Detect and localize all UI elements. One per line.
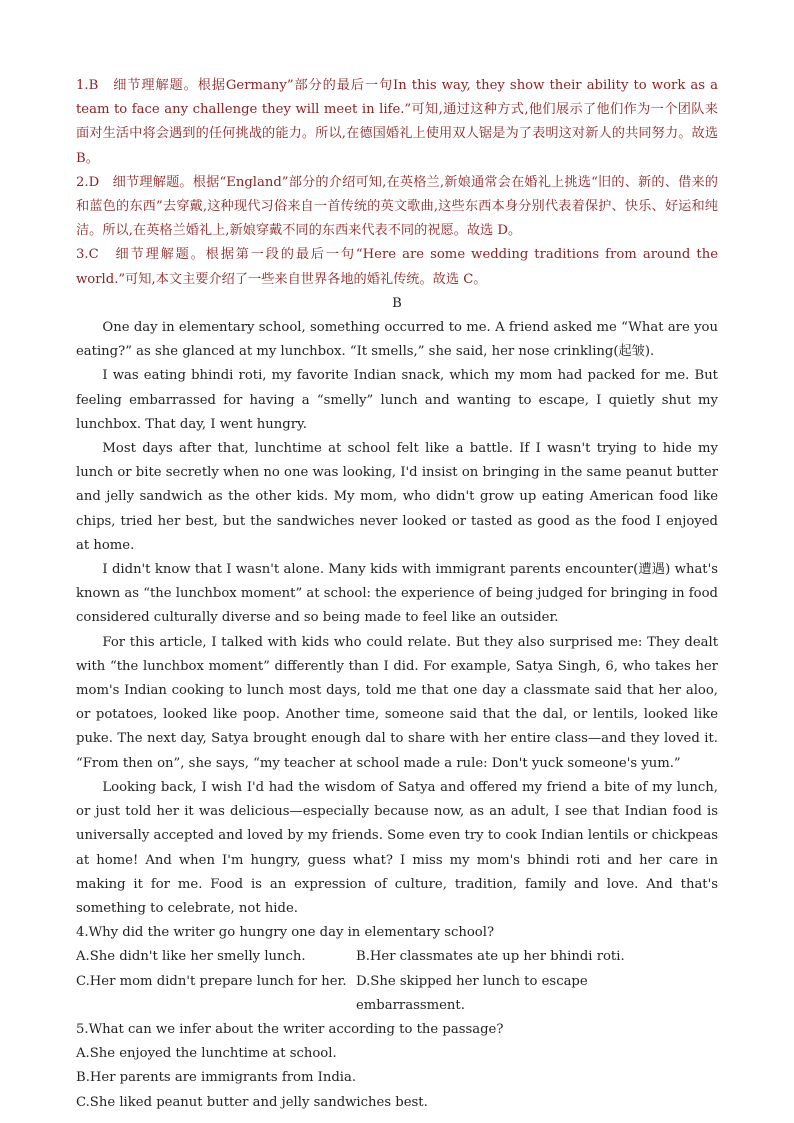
question-4 <box>76 921 718 1018</box>
passage-paragraph-1: One day in elementary school, something occurred to me. A friend asked me “What are you eating?” as she glanced at my lunchbox. “It smells,” she said, her nose crinkling(起皱). <box>76 320 718 360</box>
option-a: A.She didn't like her smelly lunch. <box>76 949 306 965</box>
question-stem: 4.Why did the writer go hungry one day in elementary school? <box>76 925 495 941</box>
option-d: D.She skipped her lunch to escape embarrassment. <box>356 973 588 1013</box>
passage-paragraph-4: I didn't know that I wasn't alone. Many kids with immigrant parents encounter(遭遇) what's known as “the lunchbox moment” at school: the experience of being judged for bringing in food considered culturally diverse and so being made to feel like an outsider. <box>76 562 718 626</box>
option-b: B.Her classmates ate up her bhindi roti. <box>356 949 625 965</box>
question-stem: 5.What can we infer about the writer according to the passage? <box>76 1021 504 1037</box>
answer-explanation-1: 1.B 细节理解题。根据Germany”部分的最后一句In this way, they show their ability to work as a team to face any challenge they will meet in life.”可知,通过这种方式,他们展示了他们作为一个团队来面对生活中将会遇到的任何挑战的能力。所以,在德国婚礼上使用双人锯是为了表明这对新人的共同努力。故选 B。 <box>76 78 718 166</box>
page-content <box>76 74 718 1115</box>
answer-explanation-3: 3.C 细节理解题。根据第一段的最后一句“Here are some wedding traditions from around the world.”可知,本文主要介绍了一些来自世界各地的婚礼传统。故选 C。 <box>76 247 718 287</box>
passage-paragraph-3: Most days after that, lunchtime at school felt like a battle. If I wasn't trying to hide my lunch or bite secretly when no one was looking, I'd insist on bringing in the same peanut butter and jelly sandwich as the other kids. My mom, who didn't grow up eating American food like chips, tried her best, but the sandwiches never looked or tasted as good as the food I enjoyed at home. <box>76 441 718 553</box>
option-c: C.Her mom didn't prepare lunch for her. <box>76 973 347 989</box>
question-5 <box>76 1018 718 1115</box>
passage-paragraph-6: Looking back, I wish I'd had the wisdom of Satya and offered my friend a bite of my lunch, or just told her it was delicious—especially because now, as an adult, I see that Indian food is universally accepted and loved by my friends. Some even try to cook Indian lentils or chickpeas at home! And when I'm hungry, guess what? I miss my mom's bhindi roti and her care in making it for me. Food is an expression of culture, tradition, family and love. And that's something to celebrate, not hide. <box>76 779 718 916</box>
passage-paragraph-2: I was eating bhindi roti, my favorite Indian snack, which my mom had packed for me. But feeling embarrassed for having a “smelly” lunch and wanting to escape, I quietly shut my lunchbox. That day, I went hungry. <box>76 368 718 432</box>
option-b: B.Her parents are immigrants from India. <box>76 1070 357 1086</box>
section-heading: B <box>392 295 402 311</box>
answer-explanations <box>76 74 718 292</box>
options-row <box>76 970 718 1018</box>
option-c: C.She liked peanut butter and jelly sandwiches best. <box>76 1094 428 1110</box>
passage-paragraph-5: For this article, I talked with kids who could relate. But they also surprised me: They dealt with “the lunchbox moment” differently than I did. For example, Satya Singh, 6, who takes her mom's Indian cooking to lunch most days, told me that one day a classmate said that her aloo, or potatoes, looked like poop. Another time, someone said that the dal, or lentils, looked like puke. The next day, Satya brought enough dal to share with her entire class—and they loved it. “From then on”, she says, “my teacher at school made a rule: Don't yuck someone's yum.” <box>76 634 718 771</box>
answer-explanation-2: 2.D 细节理解题。根据“England”部分的介绍可知,在英格兰,新娘通常会在婚礼上挑选“旧的、新的、借来的和蓝色的东西”去穿戴,这种现代习俗来自一首传统的英文歌曲,这些东西本身分别代表着保护、快乐、好运和纯洁。所以,在英格兰婚礼上,新娘穿戴不同的东西来代表不同的祝愿。故选 D。 <box>76 174 718 239</box>
option-a: A.She enjoyed the lunchtime at school. <box>76 1046 337 1062</box>
reading-passage <box>76 316 718 921</box>
options-row <box>76 945 718 969</box>
